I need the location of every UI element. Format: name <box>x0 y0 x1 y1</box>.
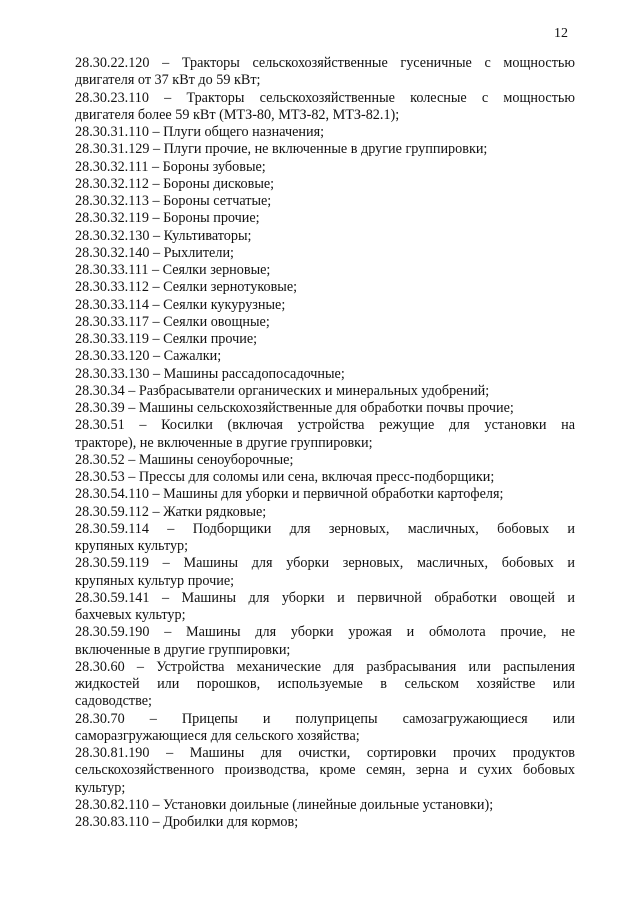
list-item-line: сельскохозяйственного производства, кроме семян, зерна и сухих бобовых <box>75 762 575 779</box>
list-item-line: 28.30.52 – Машины сеноуборочные; <box>75 451 294 468</box>
list-item-line: бахчевых культур; <box>75 607 186 623</box>
list-item-line: 28.30.39 – Машины сельскохозяйственные для обработки почвы прочие; <box>75 400 514 416</box>
list-item-line: 28.30.32.112 – Бороны дисковые; <box>75 175 275 192</box>
list-item <box>75 366 575 383</box>
list-item-line: 28.30.32.119 – Бороны прочие; <box>75 210 260 227</box>
list-item-line: 28.30.33.111 – Сеялки зерновые; <box>75 262 271 278</box>
list-item <box>75 210 575 227</box>
list-item-line: 28.30.59.114 – Подборщики для зерновых, масличных, бобовых и <box>75 520 575 537</box>
list-item-line: 28.30.32.140 – Рыхлители; <box>75 244 234 261</box>
list-item-line: 28.30.33.114 – Сеялки кукурузные; <box>75 296 286 313</box>
list-item <box>75 297 575 314</box>
list-item <box>75 176 575 193</box>
list-item-line: 28.30.59.112 – Жатки рядковые; <box>75 503 267 520</box>
list-item-line: культур; <box>75 779 126 796</box>
list-item <box>75 711 575 746</box>
list-item-line: 28.30.82.110 – Установки доильные (линейные доильные установки); <box>75 796 494 813</box>
list-item-line: 28.30.53 – Прессы для соломы или сена, включая пресс-подборщики; <box>75 469 495 485</box>
list-item <box>75 814 575 831</box>
list-item <box>75 521 575 556</box>
list-item-line: включенные в другие группировки; <box>75 641 291 658</box>
list-item-line: жидкостей или порошков, используемые в сельском хозяйстве или <box>75 676 575 692</box>
list-item <box>75 555 575 590</box>
list-item-line: 28.30.59.190 – Машины для уборки урожая и обмолота прочие, не <box>75 624 575 641</box>
list-item-line: 28.30.33.117 – Сеялки овощные; <box>75 313 270 330</box>
list-item <box>75 486 575 503</box>
list-item-line: 28.30.81.190 – Машины для очистки, сортировки прочих продуктов <box>75 745 575 761</box>
list-item-line: крупяных культур; <box>75 538 189 554</box>
list-item-line: 28.30.33.112 – Сеялки зернотуковые; <box>75 279 298 296</box>
list-item <box>75 245 575 262</box>
list-item-line: двигателя от 37 кВт до 59 кВт; <box>75 72 261 89</box>
list-item-line: саморазгружающиеся для сельского хозяйства; <box>75 727 360 744</box>
list-item <box>75 745 575 797</box>
list-item-line: 28.30.33.119 – Сеялки прочие; <box>75 331 258 347</box>
list-item-line: 28.30.22.120 – Тракторы сельскохозяйственные гусеничные с мощностью <box>75 55 575 71</box>
list-item <box>75 659 575 711</box>
list-item <box>75 348 575 365</box>
list-item-line: 28.30.33.120 – Сажалки; <box>75 348 222 365</box>
list-item-line: двигателя более 59 кВт (МТЗ-80, МТЗ-82, МТЗ-82.1); <box>75 106 400 123</box>
list-item-line: 28.30.23.110 – Тракторы сельскохозяйственные колесные с мощностью <box>75 89 575 106</box>
list-item-line: 28.30.32.111 – Бороны зубовые; <box>75 158 266 175</box>
okpd-code-list <box>75 55 575 831</box>
list-item-line: 28.30.54.110 – Машины для уборки и первичной обработки картофеля; <box>75 486 504 503</box>
list-item <box>75 469 575 486</box>
list-item <box>75 504 575 521</box>
list-item <box>75 797 575 814</box>
list-item <box>75 314 575 331</box>
list-item-line: 28.30.60 – Устройства механические для разбрасывания или распыления <box>75 658 575 675</box>
list-item-line: 28.30.31.129 – Плуги прочие, не включенные в другие группировки; <box>75 141 488 158</box>
list-item <box>75 417 575 452</box>
list-item-line: 28.30.59.141 – Машины для уборки и первичной обработки овощей и <box>75 589 575 606</box>
list-item <box>75 452 575 469</box>
list-item <box>75 141 575 158</box>
list-item-line: 28.30.51 – Косилки (включая устройства режущие для установки на <box>75 417 575 434</box>
list-item-line: 28.30.31.110 – Плуги общего назначения; <box>75 124 325 140</box>
list-item <box>75 55 575 90</box>
list-item <box>75 228 575 245</box>
list-item <box>75 624 575 659</box>
list-item <box>75 262 575 279</box>
list-item-line: 28.30.33.130 – Машины рассадопосадочные; <box>75 365 345 382</box>
list-item-line: 28.30.83.110 – Дробилки для кормов; <box>75 814 299 830</box>
list-item-line: 28.30.32.113 – Бороны сетчатые; <box>75 193 272 209</box>
list-item <box>75 590 575 625</box>
list-item-line: 28.30.59.119 – Машины для уборки зерновых, масличных, бобовых и <box>75 555 575 572</box>
list-item-line: тракторе), не включенные в другие группировки; <box>75 434 373 451</box>
list-item-line: 28.30.70 – Прицепы и полуприцепы самозагружающиеся или <box>75 710 575 727</box>
list-item <box>75 90 575 125</box>
list-item-line: 28.30.34 – Разбрасыватели органических и минеральных удобрений; <box>75 382 490 399</box>
list-item <box>75 124 575 141</box>
list-item-line: 28.30.32.130 – Культиваторы; <box>75 227 252 244</box>
list-item <box>75 193 575 210</box>
list-item-line: крупяных культур прочие; <box>75 572 235 589</box>
page-number: 12 <box>554 26 568 41</box>
list-item <box>75 400 575 417</box>
list-item <box>75 331 575 348</box>
list-item-line: садоводстве; <box>75 693 152 710</box>
list-item <box>75 159 575 176</box>
list-item <box>75 279 575 296</box>
list-item <box>75 383 575 400</box>
